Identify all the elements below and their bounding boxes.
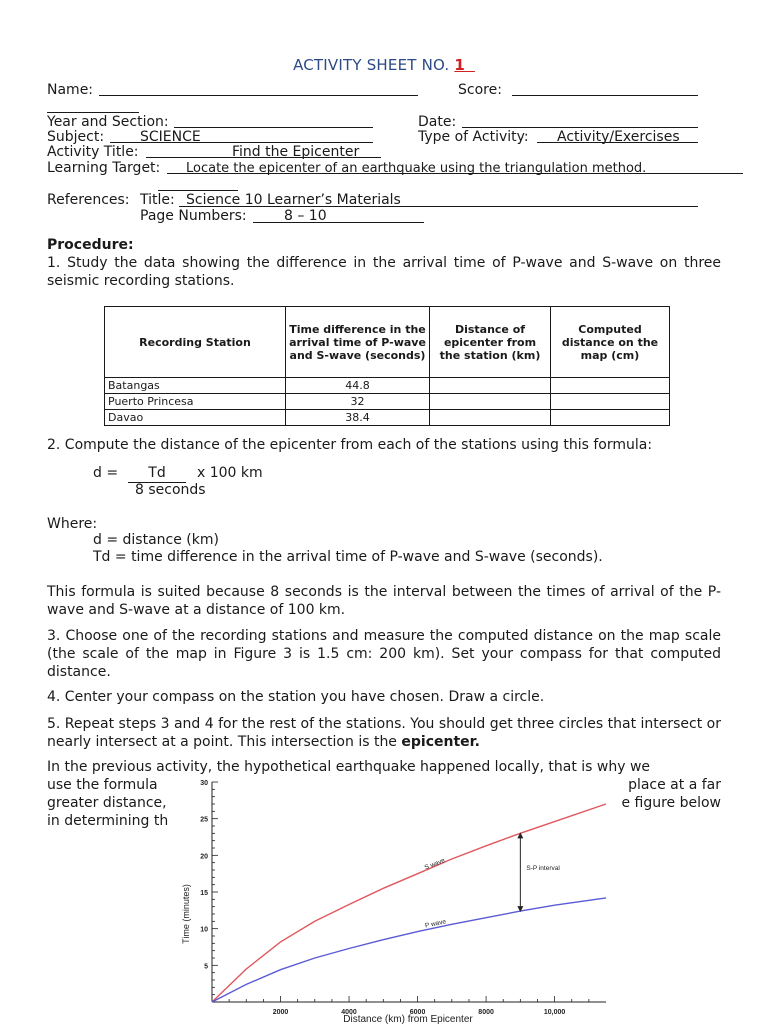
- name-field-continuation[interactable]: [47, 112, 139, 113]
- x-tick-label: 10,000: [543, 1009, 566, 1016]
- y-axis-label: Time (minutes): [181, 884, 191, 944]
- title-number: 1: [454, 56, 465, 74]
- procedure-heading: Procedure:: [47, 237, 134, 253]
- where-label: Where:: [47, 516, 98, 532]
- table-header: Recording Station: [105, 307, 286, 378]
- subject-label: Subject:: [47, 129, 105, 145]
- year-section-field[interactable]: [174, 127, 373, 128]
- step-2: 2. Compute the distance of the epicenter from each of the stations using this formula:: [47, 437, 653, 453]
- x-tick-label: 2000: [272, 1009, 289, 1016]
- activity-title-value: Find the Epicenter: [232, 144, 360, 160]
- reference-title-value: Science 10 Learner’s Materials: [186, 192, 401, 208]
- y-tick-label: 20: [200, 853, 208, 861]
- date-label: Date:: [418, 114, 457, 130]
- subject-value: SCIENCE: [140, 129, 201, 145]
- x-tick-label: 8000: [478, 1009, 494, 1016]
- map-distance-cell[interactable]: [551, 378, 670, 394]
- table-header: Computed distance on the map (cm): [551, 307, 670, 378]
- x-axis-label: Distance (km) from Epicenter: [343, 1014, 473, 1024]
- previous-activity-line-3-left: greater distance,: [47, 795, 167, 811]
- station-cell: Puerto Princesa: [105, 394, 286, 410]
- distance-cell[interactable]: [430, 378, 551, 394]
- step-3: 3. Choose one of the recording stations and measure the computed distance on the map scale (the scale of the map in Figure 3 is 1.5 cm: 200 km). Set your compass for that computed distance.: [47, 628, 721, 680]
- table-row: [105, 410, 670, 426]
- data-table: [104, 306, 670, 426]
- name-label: Name:: [47, 82, 94, 98]
- formula-note: This formula is suited because 8 seconds is the interval between the times of arrival of the P-wave and S-wave at a distance of 100 km.: [47, 584, 721, 618]
- d-definition: d = distance (km): [93, 532, 219, 548]
- x-tick-label: 6000: [409, 1009, 426, 1016]
- formula-multiplier: x 100 km: [197, 465, 263, 481]
- page-numbers-field[interactable]: [253, 222, 424, 223]
- table-header: Distance of epicenter from the station (km): [430, 307, 551, 378]
- y-tick-label: 10: [200, 926, 208, 934]
- y-tick-label: 25: [200, 816, 208, 824]
- type-of-activity-value: Activity/Exercises: [557, 129, 680, 145]
- learning-target-label: Learning Target:: [47, 160, 161, 176]
- year-section-label: Year and Section:: [47, 114, 169, 130]
- learning-target-continuation[interactable]: [158, 190, 238, 191]
- activity-title-label: Activity Title:: [47, 144, 139, 160]
- table-header: Time difference in the arrival time of P-wave and S-wave (seconds): [286, 307, 430, 378]
- table-row: [105, 378, 670, 394]
- y-tick-label: 5: [204, 963, 208, 971]
- score-field[interactable]: [512, 95, 698, 96]
- formula-numerator: Td: [128, 465, 186, 483]
- p-wave-label: P wave: [424, 918, 447, 930]
- step-5-bold: epicenter.: [401, 734, 480, 750]
- step-5: [47, 715, 721, 751]
- td-definition: Td = time difference in the arrival time of P-wave and S-wave (seconds).: [93, 549, 603, 565]
- date-field[interactable]: [462, 127, 698, 128]
- time-cell: 44.8: [286, 378, 430, 394]
- map-distance-cell[interactable]: [551, 394, 670, 410]
- type-of-activity-label: Type of Activity:: [418, 129, 529, 145]
- y-tick-label: 15: [200, 890, 208, 897]
- activity-sheet-title: [0, 56, 768, 74]
- page-numbers-label: Page Numbers:: [140, 208, 247, 224]
- previous-activity-line-2-right: place at a far: [628, 777, 721, 793]
- step-4: 4. Center your compass on the station you have chosen. Draw a circle.: [47, 689, 545, 705]
- formula-denominator: 8 seconds: [135, 482, 206, 498]
- station-cell: Davao: [105, 410, 286, 426]
- time-cell: 32: [286, 394, 430, 410]
- previous-activity-line-4-left: in determining th: [47, 813, 169, 829]
- x-tick-label: 4000: [341, 1009, 357, 1016]
- table-row: [105, 394, 670, 410]
- title-prefix: ACTIVITY SHEET NO.: [293, 56, 450, 74]
- name-field[interactable]: [99, 95, 418, 96]
- score-label: Score:: [458, 82, 502, 98]
- distance-cell[interactable]: [430, 410, 551, 426]
- references-label: References:: [47, 192, 130, 208]
- s-p-interval-label: S-P interval: [526, 865, 560, 873]
- previous-activity-line-1: In the previous activity, the hypothetical earthquake happened locally, that is why we: [47, 759, 651, 775]
- y-tick-label: 30: [200, 780, 208, 787]
- travel-time-chart: [178, 778, 618, 1024]
- learning-target-value: Locate the epicenter of an earthquake using the triangulation method.: [186, 161, 647, 176]
- s-wave-label: S wave: [423, 857, 447, 872]
- reference-title-label: Title:: [140, 192, 175, 208]
- station-cell: Batangas: [105, 378, 286, 394]
- step-5-text: 5. Repeat steps 3 and 4 for the rest of the stations. You should get three circles that intersect or nearly intersect at a point. This intersection is the: [47, 716, 721, 750]
- map-distance-cell[interactable]: [551, 410, 670, 426]
- formula-lhs: d =: [93, 465, 119, 481]
- page-numbers-value: 8 – 10: [284, 208, 327, 224]
- time-cell: 38.4: [286, 410, 430, 426]
- previous-activity-line-3-right: e figure below: [621, 795, 721, 811]
- distance-cell[interactable]: [430, 394, 551, 410]
- step-1: 1. Study the data showing the difference in the arrival time of P-wave and S-wave on three seismic recording stations.: [47, 255, 721, 289]
- previous-activity-line-2-left: use the formula: [47, 777, 158, 793]
